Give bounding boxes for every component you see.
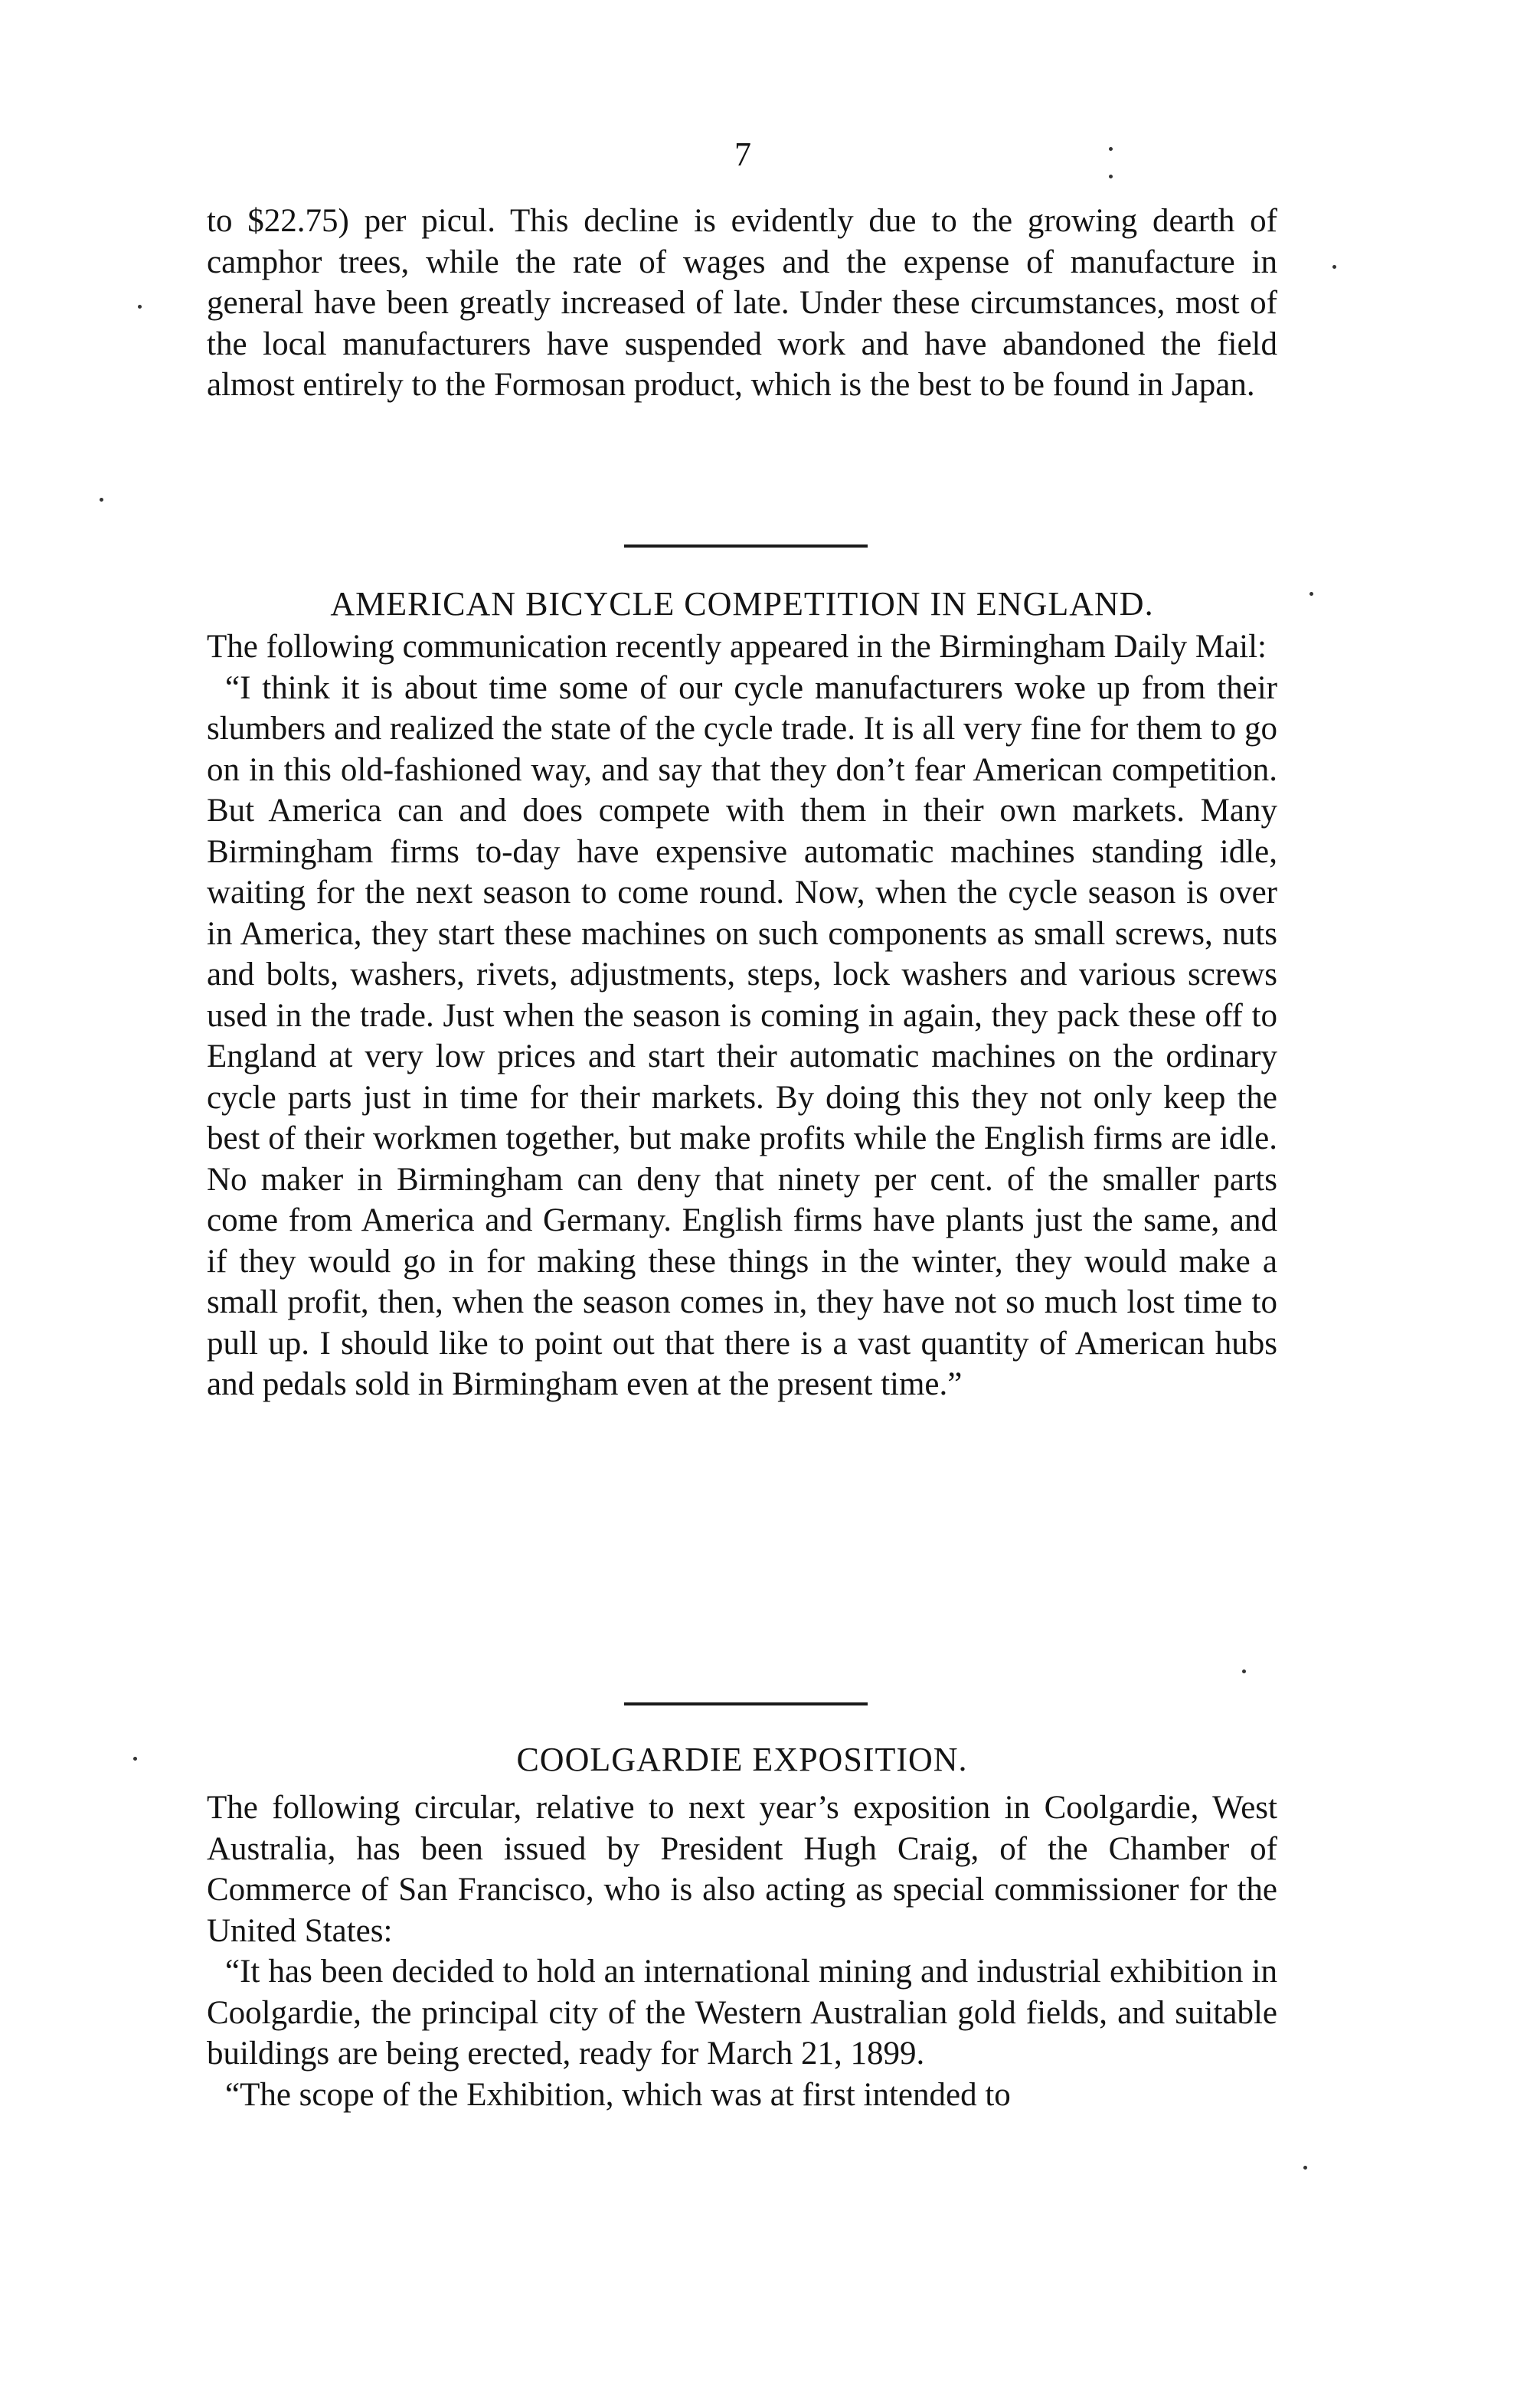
camphor-paragraph: to $22.75) per picul. This decline is evidently due to the growing dearth of camphor trees, while the rate of wages and the expense of manufacture in general have been greatly increased of late. Under these circumstances, most of the local manufacturers have suspended work and have abandoned the field almost entirely to the Formosan product, which is the best to be found in Japan. <box>207 203 1277 403</box>
bicycle-quote-paragraph: “I think it is about time some of our cycle manufacturers woke up from their slumbers and realized the state of the cycle trade. It is all very fine for them to go on in this old-fashioned way, and say that they don’t fear American competition. But America can and does compete with them in their own markets. Many Birmingham firms to-day have expensive automatic machines standing idle, waiting for the next season to come round. Now, when the cycle season is over in America, they start these machines on such components as small screws, nuts and bolts, washers, rivets, adjustments, steps, lock washers and various screws used in the trade. Just when the season is coming in again, they pack these off to England at very low prices and start their automatic machines on the ordinary cycle parts just in time for their markets. By doing this they not only keep the best of their workmen together, but make profits while the English firms are idle. No maker in Birmingham can deny that ninety per cent. of the smaller parts come from America and Germany. English firms have plants just the same, and if they would go in for making these things in the winter, they would make a small profit, then, when the season comes in, they have not so much lost time to pull up. I should like to point out that there is a vast quantity of American hubs and pedals sold in Birmingham even at the present time.” <box>207 669 1277 1402</box>
coolgardie-article <box>207 1787 1277 2115</box>
section-divider <box>624 544 868 548</box>
scan-speck <box>1303 2166 1307 2170</box>
coolgardie-quote-paragraph-1: “It has been decided to hold an international mining and industrial exhibition in Coolgardie, the principal city of the Western Australian gold fields, and suitable buildings are being erected, ready for March 21, 1899. <box>207 1954 1277 2072</box>
scan-speck <box>1309 592 1313 596</box>
scan-speck <box>1109 147 1113 151</box>
scan-speck <box>1332 265 1336 269</box>
section-heading-coolgardie: COOLGARDIE EXPOSITION. <box>516 1741 968 1778</box>
section-divider <box>624 1702 868 1705</box>
coolgardie-intro-paragraph: The following circular, relative to next year’s exposition in Coolgardie, West Australia, has been issued by President Hugh Craig, of the Chamber of Commerce of San Francisco, who is also acting as special commissioner for the United States: <box>207 1790 1277 1949</box>
page-number: 7 <box>734 136 751 173</box>
bicycle-intro-paragraph: The following communication recently appeared in the Birmingham Daily Mail: <box>207 629 1267 665</box>
scan-speck <box>100 498 103 502</box>
scan-speck <box>1242 1669 1246 1673</box>
coolgardie-quote-paragraph-2: “The scope of the Exhibition, which was at first intended to <box>225 2076 1011 2113</box>
camphor-paragraph-block <box>207 201 1277 406</box>
bicycle-article <box>207 626 1277 1405</box>
scan-speck <box>138 305 142 309</box>
scan-speck <box>1109 175 1113 178</box>
section-heading-bicycle: AMERICAN BICYCLE COMPETITION IN ENGLAND. <box>330 585 1154 623</box>
scan-speck <box>133 1757 137 1761</box>
